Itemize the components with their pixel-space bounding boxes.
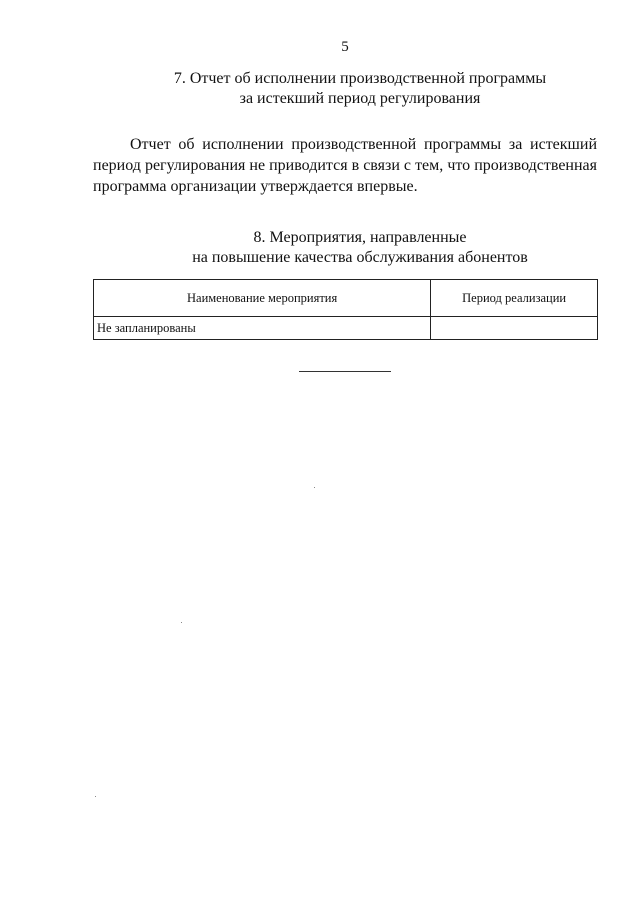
page-number: 5 [341,39,349,55]
scan-speck [95,796,96,797]
table-cell-period [431,317,598,340]
closing-divider [299,371,391,372]
section-8-title-line-2: на повышение качества обслуживания абонентов [192,249,528,266]
events-table [93,279,598,340]
section-7-title-line-1: 7. Отчет об исполнении производственной программы [173,70,547,87]
header-event-name: Наименование мероприятия [94,280,431,317]
section-7-paragraph: Отчет об исполнении производственной программы за истекший период регулирования не приводится в связи с тем, что производственная программа организации утверждается впервые. [93,136,597,195]
section-8-title-line-1: 8. Мероприятия, направленные [253,229,467,246]
header-period: Период реализации [431,280,598,317]
scan-speck [314,487,315,488]
section-7-title-line-2: за истекший период регулирования [239,90,481,107]
scan-speck [181,622,182,623]
table-row [94,317,598,340]
table-header-row [94,280,598,317]
section-7-heading [60,69,640,109]
section-8-heading [60,228,640,268]
table-cell-event-name: Не запланированы [94,317,431,340]
